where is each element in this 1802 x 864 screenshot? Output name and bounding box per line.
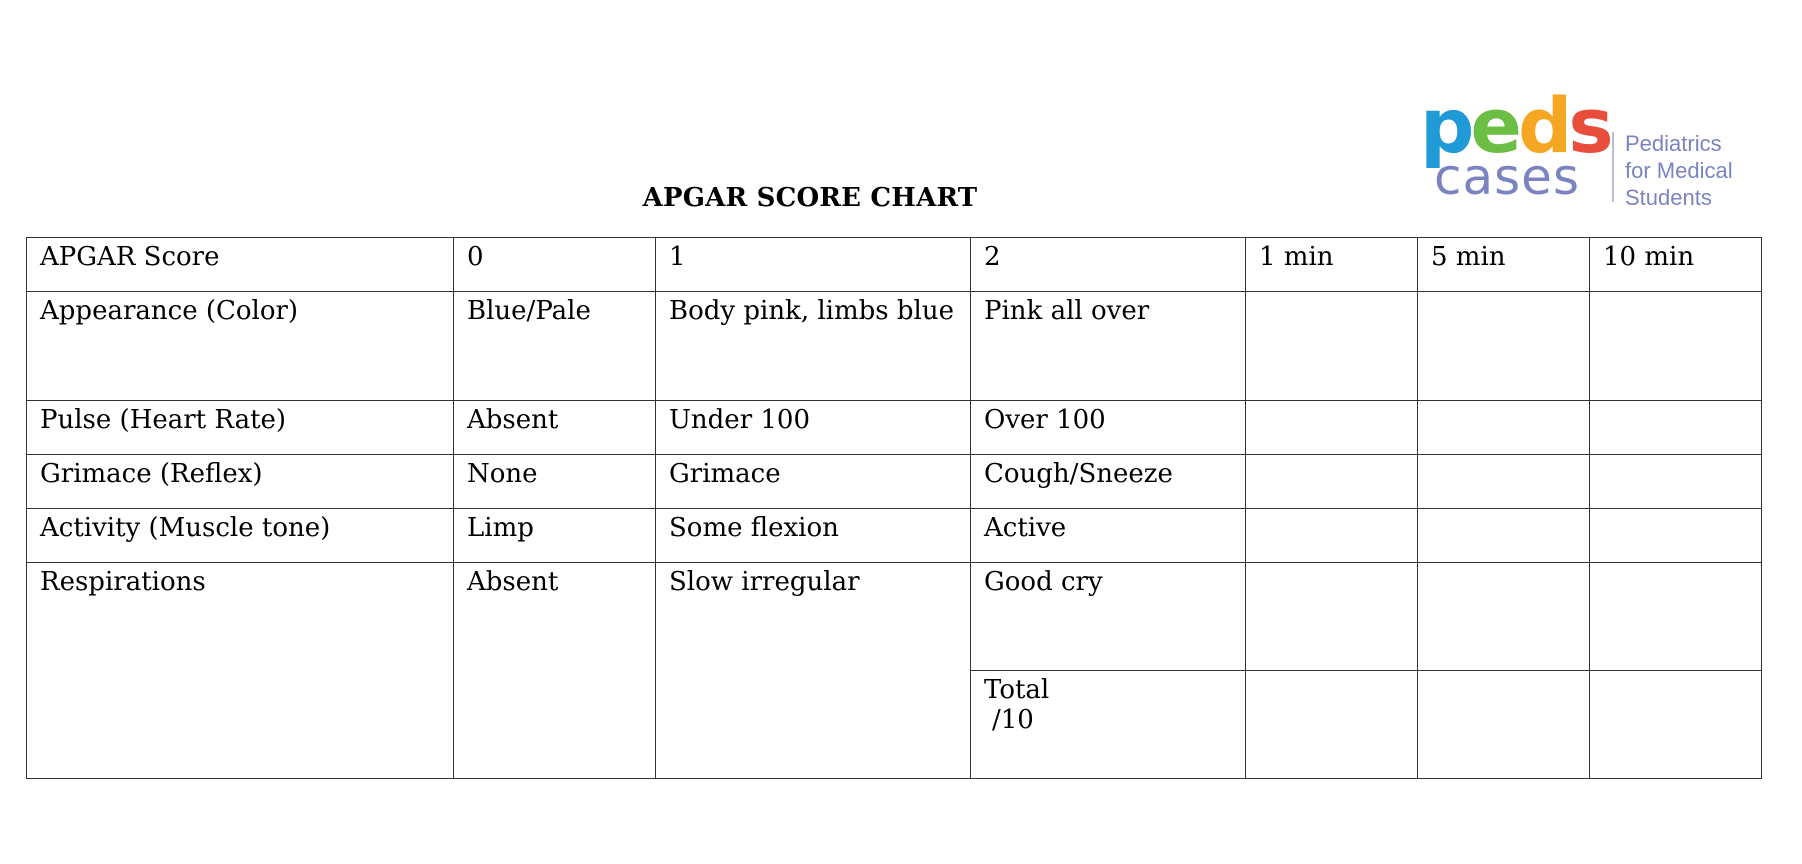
score1-cell: Under 100 bbox=[656, 401, 971, 455]
header-cell: 0 bbox=[454, 238, 656, 292]
criterion-cell: Grimace (Reflex) bbox=[27, 455, 454, 509]
score-entry-10min[interactable] bbox=[1590, 401, 1762, 455]
score-entry-1min[interactable] bbox=[1246, 455, 1418, 509]
table-row bbox=[27, 292, 1762, 401]
logo-cases-wordmark: cases bbox=[1434, 148, 1580, 206]
logo-letter-d: d bbox=[1517, 81, 1569, 170]
logo-letter-s: s bbox=[1568, 81, 1610, 170]
table-header-row bbox=[27, 238, 1762, 292]
score-entry-10min[interactable] bbox=[1590, 563, 1762, 671]
score-entry-5min[interactable] bbox=[1418, 563, 1590, 671]
score2-cell: Active bbox=[971, 509, 1246, 563]
score-entry-1min[interactable] bbox=[1246, 292, 1418, 401]
score0-cell: Blue/Pale bbox=[454, 292, 656, 401]
table-row bbox=[27, 509, 1762, 563]
score-entry-10min[interactable] bbox=[1590, 509, 1762, 563]
table-row bbox=[27, 455, 1762, 509]
logo-letter-p: p bbox=[1420, 81, 1471, 170]
score-entry-10min[interactable] bbox=[1590, 455, 1762, 509]
criterion-cell: Respirations bbox=[27, 563, 454, 779]
total-entry-10min[interactable] bbox=[1590, 671, 1762, 779]
score0-cell: None bbox=[454, 455, 656, 509]
total-label: Total bbox=[984, 675, 1050, 705]
table-row bbox=[27, 401, 1762, 455]
logo-tagline-line: Students bbox=[1625, 185, 1712, 210]
criterion-cell: Activity (Muscle tone) bbox=[27, 509, 454, 563]
header-cell: APGAR Score bbox=[27, 238, 454, 292]
score1-cell: Some flexion bbox=[656, 509, 971, 563]
score0-cell: Limp bbox=[454, 509, 656, 563]
score1-cell: Grimace bbox=[656, 455, 971, 509]
total-entry-5min[interactable] bbox=[1418, 671, 1590, 779]
score2-cell: Over 100 bbox=[971, 401, 1246, 455]
score-entry-1min[interactable] bbox=[1246, 509, 1418, 563]
score1-cell: Slow irregular bbox=[656, 563, 971, 779]
score1-cell: Body pink, limbs blue bbox=[656, 292, 971, 401]
score2-cell: Good cry bbox=[971, 563, 1246, 671]
score-entry-5min[interactable] bbox=[1418, 292, 1590, 401]
score2-cell: Pink all over bbox=[971, 292, 1246, 401]
header-cell: 2 bbox=[971, 238, 1246, 292]
score2-cell: Cough/Sneeze bbox=[971, 455, 1246, 509]
criterion-cell: Appearance (Color) bbox=[27, 292, 454, 401]
header-cell: 5 min bbox=[1418, 238, 1590, 292]
header-cell: 1 bbox=[656, 238, 971, 292]
total-max: /10 bbox=[992, 705, 1034, 735]
score0-cell: Absent bbox=[454, 401, 656, 455]
criterion-cell: Pulse (Heart Rate) bbox=[27, 401, 454, 455]
page-title: APGAR SCORE CHART bbox=[642, 183, 978, 213]
score-entry-1min[interactable] bbox=[1246, 563, 1418, 671]
header-cell: 1 min bbox=[1246, 238, 1418, 292]
score-entry-5min[interactable] bbox=[1418, 455, 1590, 509]
logo-tagline bbox=[1625, 130, 1733, 211]
header-cell: 10 min bbox=[1590, 238, 1762, 292]
logo-tagline-line: for Medical bbox=[1625, 158, 1733, 183]
score-entry-1min[interactable] bbox=[1246, 401, 1418, 455]
score0-cell: Absent bbox=[454, 563, 656, 779]
apgar-score-table bbox=[26, 237, 1762, 779]
total-entry-1min[interactable] bbox=[1246, 671, 1418, 779]
logo-tagline-line: Pediatrics bbox=[1625, 131, 1722, 156]
table-row bbox=[27, 563, 1762, 671]
score-entry-10min[interactable] bbox=[1590, 292, 1762, 401]
score-entry-5min[interactable] bbox=[1418, 509, 1590, 563]
logo-letter-e: e bbox=[1470, 81, 1518, 170]
total-label-cell bbox=[971, 671, 1246, 779]
score-entry-5min[interactable] bbox=[1418, 401, 1590, 455]
